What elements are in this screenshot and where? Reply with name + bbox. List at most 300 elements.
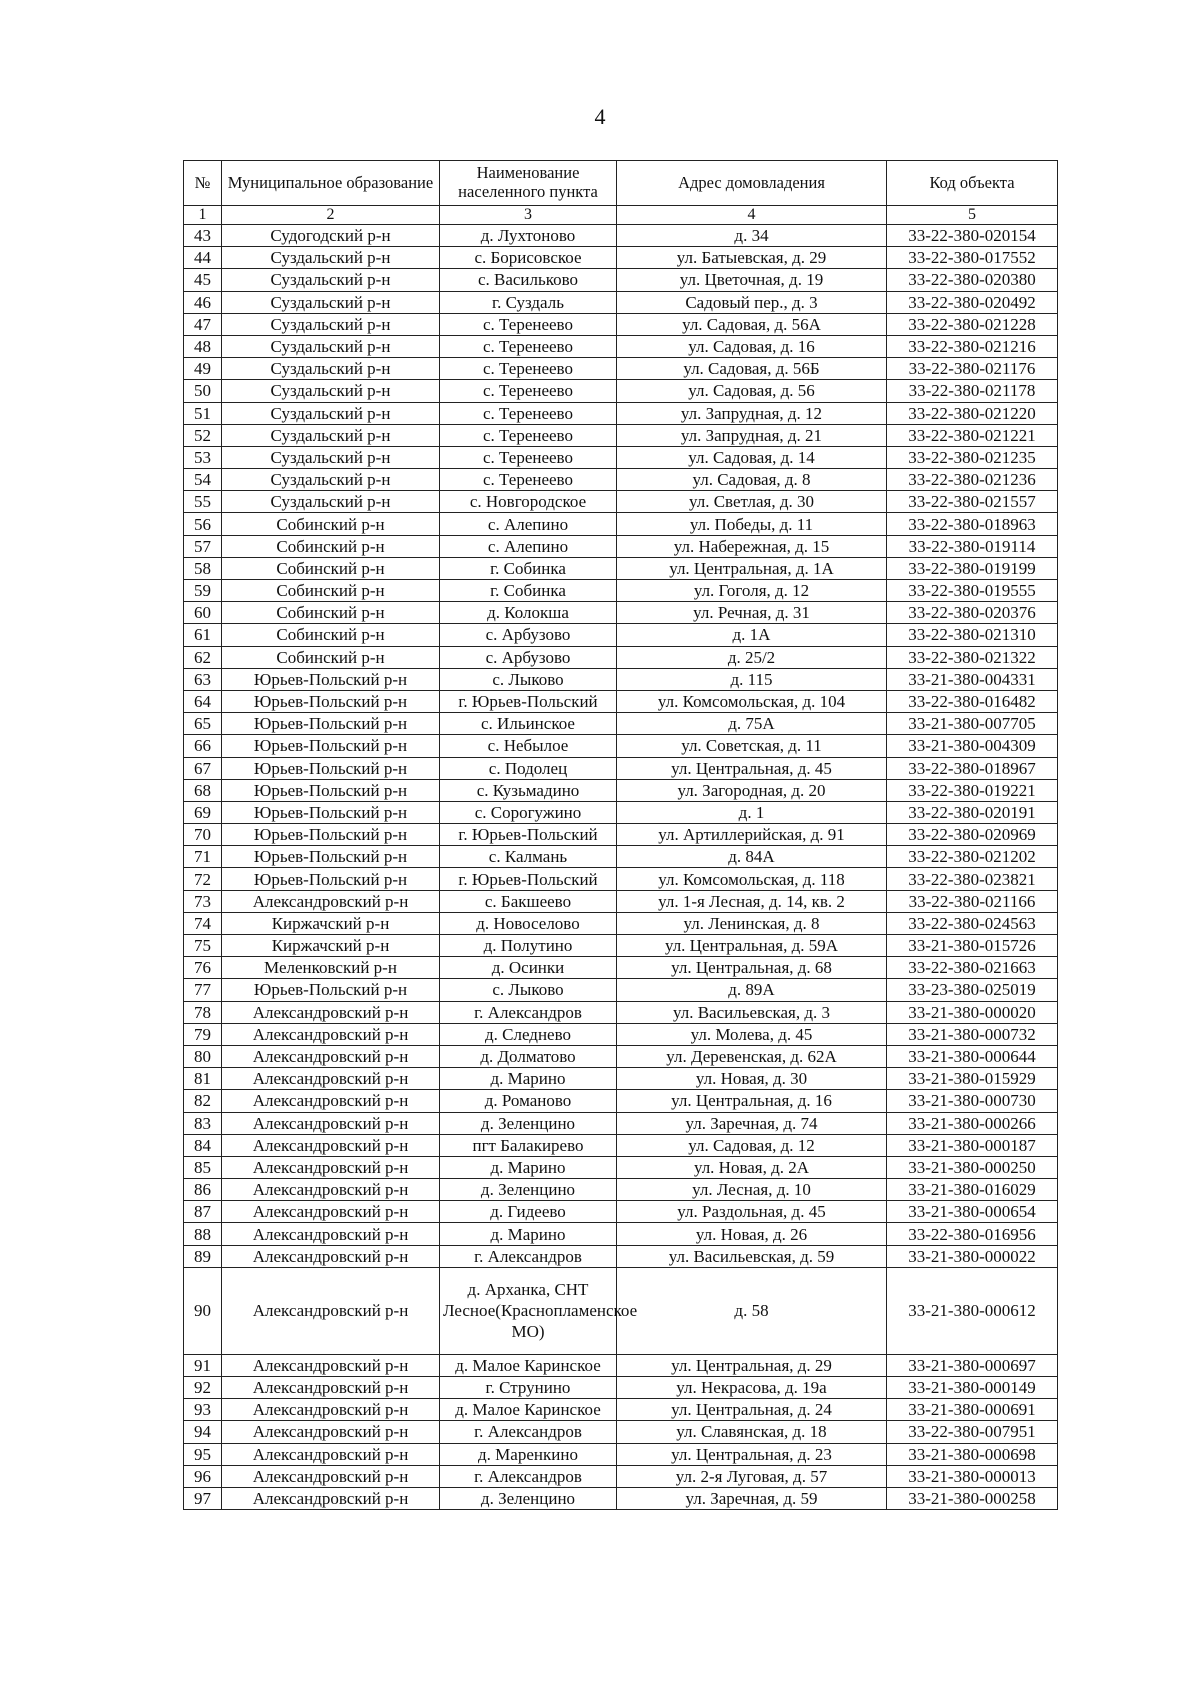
address-cell: ул. Центральная, д. 23: [617, 1443, 887, 1465]
municipality-cell: Собинский р-н: [222, 535, 440, 557]
row-number: 59: [184, 580, 222, 602]
municipality-cell: Александровский р-н: [222, 1421, 440, 1443]
object-code-cell: 33-21-380-000020: [887, 1001, 1058, 1023]
table-row: [184, 1399, 1058, 1421]
row-number: 63: [184, 668, 222, 690]
table-row: [184, 1068, 1058, 1090]
address-cell: ул. 1-я Лесная, д. 14, кв. 2: [617, 890, 887, 912]
table-row: [184, 1465, 1058, 1487]
object-code-cell: 33-21-380-000612: [887, 1267, 1058, 1354]
row-number: 69: [184, 801, 222, 823]
row-number: 45: [184, 269, 222, 291]
object-code-cell: 33-21-380-015929: [887, 1068, 1058, 1090]
object-code-cell: 33-21-380-000698: [887, 1443, 1058, 1465]
object-code-cell: 33-22-380-018967: [887, 757, 1058, 779]
object-code-cell: 33-21-380-000691: [887, 1399, 1058, 1421]
address-cell: ул. Набережная, д. 15: [617, 535, 887, 557]
row-number: 80: [184, 1045, 222, 1067]
row-number: 52: [184, 424, 222, 446]
table-row: [184, 1354, 1058, 1376]
row-number: 83: [184, 1112, 222, 1134]
settlement-cell: с. Борисовское: [440, 247, 617, 269]
municipality-cell: Суздальский р-н: [222, 402, 440, 424]
object-code-cell: 33-22-380-020154: [887, 225, 1058, 247]
object-code-cell: 33-22-380-021236: [887, 469, 1058, 491]
address-cell: ул. Новая, д. 2А: [617, 1156, 887, 1178]
municipality-cell: Александровский р-н: [222, 1377, 440, 1399]
row-number: 87: [184, 1201, 222, 1223]
object-code-cell: 33-21-380-016029: [887, 1179, 1058, 1201]
object-code-cell: 33-22-380-021216: [887, 335, 1058, 357]
object-code-cell: 33-22-380-021176: [887, 358, 1058, 380]
row-number: 77: [184, 979, 222, 1001]
municipality-cell: Суздальский р-н: [222, 358, 440, 380]
header-num: №: [184, 161, 222, 206]
municipality-cell: Киржачский р-н: [222, 935, 440, 957]
page-number: 4: [594, 104, 606, 129]
header-municipality: Муниципальное образование: [222, 161, 440, 206]
table-row: [184, 1045, 1058, 1067]
address-cell: ул. Центральная, д. 68: [617, 957, 887, 979]
table-row: [184, 1421, 1058, 1443]
address-cell: ул. Некрасова, д. 19а: [617, 1377, 887, 1399]
table-row: [184, 846, 1058, 868]
address-cell: ул. Центральная, д. 16: [617, 1090, 887, 1112]
municipality-cell: Киржачский р-н: [222, 912, 440, 934]
address-cell: ул. Садовая, д. 14: [617, 446, 887, 468]
address-cell: ул. Комсомольская, д. 104: [617, 690, 887, 712]
settlement-cell: с. Кузьмадино: [440, 779, 617, 801]
object-code-cell: 33-23-380-025019: [887, 979, 1058, 1001]
row-number: 70: [184, 824, 222, 846]
table-row: [184, 779, 1058, 801]
municipality-cell: Александровский р-н: [222, 1267, 440, 1354]
address-cell: ул. Васильевская, д. 59: [617, 1245, 887, 1267]
object-code-cell: 33-22-380-020191: [887, 801, 1058, 823]
table-row: [184, 757, 1058, 779]
address-cell: д. 25/2: [617, 646, 887, 668]
settlement-cell: д. Малое Каринское: [440, 1399, 617, 1421]
address-cell: ул. Заречная, д. 59: [617, 1487, 887, 1509]
row-number: 53: [184, 446, 222, 468]
address-cell: ул. Садовая, д. 16: [617, 335, 887, 357]
municipality-cell: Собинский р-н: [222, 624, 440, 646]
municipality-cell: Александровский р-н: [222, 1090, 440, 1112]
table-row: [184, 1487, 1058, 1509]
row-number: 71: [184, 846, 222, 868]
settlement-cell: д. Полутино: [440, 935, 617, 957]
object-code-cell: 33-22-380-016956: [887, 1223, 1058, 1245]
settlement-cell: д. Марино: [440, 1068, 617, 1090]
object-code-cell: 33-21-380-000697: [887, 1354, 1058, 1376]
settlement-cell: г. Юрьев-Польский: [440, 824, 617, 846]
municipality-cell: Александровский р-н: [222, 1045, 440, 1067]
municipality-cell: Юрьев-Польский р-н: [222, 668, 440, 690]
table-row: [184, 1267, 1058, 1354]
object-code-cell: 33-21-380-000149: [887, 1377, 1058, 1399]
settlement-cell: д. Зеленцино: [440, 1179, 617, 1201]
table-row: [184, 1156, 1058, 1178]
row-number: 60: [184, 602, 222, 624]
settlement-cell: с. Теренеево: [440, 358, 617, 380]
settlement-cell: с. Алепино: [440, 513, 617, 535]
table-row: [184, 868, 1058, 890]
table-row: [184, 1112, 1058, 1134]
object-code-cell: 33-22-380-021310: [887, 624, 1058, 646]
municipality-cell: Юрьев-Польский р-н: [222, 757, 440, 779]
municipality-cell: Суздальский р-н: [222, 313, 440, 335]
settlement-cell: с. Васильково: [440, 269, 617, 291]
object-code-cell: 33-22-380-007951: [887, 1421, 1058, 1443]
municipality-cell: Собинский р-н: [222, 580, 440, 602]
row-number: 74: [184, 912, 222, 934]
municipality-cell: Суздальский р-н: [222, 469, 440, 491]
row-number: 68: [184, 779, 222, 801]
header-settlement: Наименование населенного пункта: [440, 161, 617, 206]
address-cell: ул. Лесная, д. 10: [617, 1179, 887, 1201]
municipality-cell: Суздальский р-н: [222, 380, 440, 402]
address-cell: ул. Центральная, д. 29: [617, 1354, 887, 1376]
row-number: 82: [184, 1090, 222, 1112]
municipality-cell: Юрьев-Польский р-н: [222, 868, 440, 890]
object-code-cell: 33-22-380-021557: [887, 491, 1058, 513]
municipality-cell: Суздальский р-н: [222, 291, 440, 313]
row-number: 96: [184, 1465, 222, 1487]
settlement-cell: с. Алепино: [440, 535, 617, 557]
address-cell: Садовый пер., д. 3: [617, 291, 887, 313]
object-code-cell: 33-22-380-016482: [887, 690, 1058, 712]
row-number: 90: [184, 1267, 222, 1354]
address-cell: ул. Советская, д. 11: [617, 735, 887, 757]
address-cell: д. 1: [617, 801, 887, 823]
row-number: 47: [184, 313, 222, 335]
settlement-cell: с. Теренеево: [440, 446, 617, 468]
table-row: [184, 335, 1058, 357]
table-row: [184, 1001, 1058, 1023]
object-code-cell: 33-22-380-020380: [887, 269, 1058, 291]
municipality-cell: Собинский р-н: [222, 513, 440, 535]
row-number: 55: [184, 491, 222, 513]
settlement-cell: д. Долматово: [440, 1045, 617, 1067]
table-row: [184, 557, 1058, 579]
table-row: [184, 890, 1058, 912]
settlement-cell: с. Бакшеево: [440, 890, 617, 912]
address-cell: ул. Запрудная, д. 21: [617, 424, 887, 446]
row-number: 46: [184, 291, 222, 313]
table-row: [184, 513, 1058, 535]
table-row: [184, 912, 1058, 934]
address-cell: ул. Васильевская, д. 3: [617, 1001, 887, 1023]
settlement-cell: д. Маренкино: [440, 1443, 617, 1465]
municipality-cell: Александровский р-н: [222, 1201, 440, 1223]
column-index: 2: [222, 206, 440, 225]
address-cell: ул. Садовая, д. 56А: [617, 313, 887, 335]
row-number: 95: [184, 1443, 222, 1465]
table-row: [184, 580, 1058, 602]
table-row: [184, 491, 1058, 513]
settlement-cell: с. Арбузово: [440, 624, 617, 646]
table-row: [184, 446, 1058, 468]
municipality-cell: Собинский р-н: [222, 602, 440, 624]
object-code-cell: 33-21-380-000187: [887, 1134, 1058, 1156]
settlement-cell: г. Александров: [440, 1465, 617, 1487]
settlement-cell: с. Лыково: [440, 668, 617, 690]
municipality-cell: Юрьев-Польский р-н: [222, 735, 440, 757]
settlement-cell: д. Колокша: [440, 602, 617, 624]
municipality-cell: Юрьев-Польский р-н: [222, 846, 440, 868]
row-number: 61: [184, 624, 222, 646]
table-row: [184, 535, 1058, 557]
address-cell: д. 89А: [617, 979, 887, 1001]
object-code-cell: 33-22-380-020376: [887, 602, 1058, 624]
row-number: 67: [184, 757, 222, 779]
table-row: [184, 668, 1058, 690]
row-number: 43: [184, 225, 222, 247]
municipality-cell: Александровский р-н: [222, 1001, 440, 1023]
object-code-cell: 33-22-380-021228: [887, 313, 1058, 335]
row-number: 92: [184, 1377, 222, 1399]
row-number: 81: [184, 1068, 222, 1090]
object-code-cell: 33-21-380-000258: [887, 1487, 1058, 1509]
object-code-cell: 33-22-380-021202: [887, 846, 1058, 868]
settlement-cell: г. Александров: [440, 1245, 617, 1267]
table-row: [184, 469, 1058, 491]
municipality-cell: Собинский р-н: [222, 557, 440, 579]
address-cell: д. 115: [617, 668, 887, 690]
row-number: 57: [184, 535, 222, 557]
settlement-cell: с. Теренеево: [440, 424, 617, 446]
object-code-cell: 33-22-380-021221: [887, 424, 1058, 446]
row-number: 44: [184, 247, 222, 269]
address-cell: ул. Деревенская, д. 62А: [617, 1045, 887, 1067]
column-index: 5: [887, 206, 1058, 225]
address-cell: д. 75А: [617, 713, 887, 735]
municipality-cell: Суздальский р-н: [222, 335, 440, 357]
object-code-cell: 33-22-380-024563: [887, 912, 1058, 934]
object-code-cell: 33-21-380-000013: [887, 1465, 1058, 1487]
registry-table: [183, 160, 1058, 1510]
settlement-cell: с. Сорогужино: [440, 801, 617, 823]
object-code-cell: 33-22-380-019114: [887, 535, 1058, 557]
settlement-cell: г. Суздаль: [440, 291, 617, 313]
settlement-cell: д. Зеленцино: [440, 1112, 617, 1134]
settlement-cell: с. Теренеево: [440, 469, 617, 491]
settlement-cell: д. Гидеево: [440, 1201, 617, 1223]
table-body: [184, 225, 1058, 1510]
municipality-cell: Юрьев-Польский р-н: [222, 801, 440, 823]
object-code-cell: 33-21-380-007705: [887, 713, 1058, 735]
settlement-cell: с. Ильинское: [440, 713, 617, 735]
address-cell: ул. Светлая, д. 30: [617, 491, 887, 513]
table-row: [184, 225, 1058, 247]
row-number: 89: [184, 1245, 222, 1267]
row-number: 94: [184, 1421, 222, 1443]
settlement-cell: с. Теренеево: [440, 313, 617, 335]
settlement-cell: д. Марино: [440, 1156, 617, 1178]
address-cell: ул. 2-я Луговая, д. 57: [617, 1465, 887, 1487]
settlement-cell: д. Осинки: [440, 957, 617, 979]
municipality-cell: Александровский р-н: [222, 1068, 440, 1090]
object-code-cell: 33-22-380-023821: [887, 868, 1058, 890]
header-row: [184, 161, 1058, 206]
table-row: [184, 624, 1058, 646]
municipality-cell: Александровский р-н: [222, 1245, 440, 1267]
settlement-cell: с. Новгородское: [440, 491, 617, 513]
row-number: 72: [184, 868, 222, 890]
row-number: 91: [184, 1354, 222, 1376]
address-cell: ул. Батыевская, д. 29: [617, 247, 887, 269]
municipality-cell: Юрьев-Польский р-н: [222, 690, 440, 712]
address-cell: д. 58: [617, 1267, 887, 1354]
row-number: 48: [184, 335, 222, 357]
settlement-cell: д. Следнево: [440, 1023, 617, 1045]
address-cell: ул. Новая, д. 26: [617, 1223, 887, 1245]
settlement-cell: г. Собинка: [440, 557, 617, 579]
table-row: [184, 1023, 1058, 1045]
object-code-cell: 33-22-380-020492: [887, 291, 1058, 313]
object-code-cell: 33-22-380-021220: [887, 402, 1058, 424]
settlement-cell: г. Юрьев-Польский: [440, 690, 617, 712]
table-row: [184, 824, 1058, 846]
object-code-cell: 33-22-380-018963: [887, 513, 1058, 535]
object-code-cell: 33-21-380-000644: [887, 1045, 1058, 1067]
row-number: 93: [184, 1399, 222, 1421]
object-code-cell: 33-21-380-000654: [887, 1201, 1058, 1223]
municipality-cell: Александровский р-н: [222, 1465, 440, 1487]
municipality-cell: Александровский р-н: [222, 1179, 440, 1201]
address-cell: ул. Артиллерийская, д. 91: [617, 824, 887, 846]
address-cell: ул. Центральная, д. 24: [617, 1399, 887, 1421]
settlement-cell: д. Малое Каринское: [440, 1354, 617, 1376]
municipality-cell: Александровский р-н: [222, 1112, 440, 1134]
table-row: [184, 957, 1058, 979]
object-code-cell: 33-22-380-017552: [887, 247, 1058, 269]
municipality-cell: Александровский р-н: [222, 1134, 440, 1156]
address-cell: ул. Загородная, д. 20: [617, 779, 887, 801]
address-cell: ул. Центральная, д. 45: [617, 757, 887, 779]
address-cell: ул. Садовая, д. 12: [617, 1134, 887, 1156]
municipality-cell: Меленковский р-н: [222, 957, 440, 979]
address-cell: ул. Заречная, д. 74: [617, 1112, 887, 1134]
table-row: [184, 801, 1058, 823]
column-index: 4: [617, 206, 887, 225]
address-cell: ул. Центральная, д. 59А: [617, 935, 887, 957]
row-number: 76: [184, 957, 222, 979]
address-cell: ул. Молева, д. 45: [617, 1023, 887, 1045]
table-row: [184, 1090, 1058, 1112]
row-number: 85: [184, 1156, 222, 1178]
address-cell: ул. Центральная, д. 1А: [617, 557, 887, 579]
municipality-cell: Судогодский р-н: [222, 225, 440, 247]
settlement-cell: с. Арбузово: [440, 646, 617, 668]
address-cell: ул. Новая, д. 30: [617, 1068, 887, 1090]
address-cell: ул. Ленинская, д. 8: [617, 912, 887, 934]
object-code-cell: 33-22-380-021322: [887, 646, 1058, 668]
settlement-cell: г. Струнино: [440, 1377, 617, 1399]
address-cell: д. 1А: [617, 624, 887, 646]
object-code-cell: 33-22-380-019555: [887, 580, 1058, 602]
table-row: [184, 380, 1058, 402]
object-code-cell: 33-22-380-021663: [887, 957, 1058, 979]
address-cell: ул. Цветочная, д. 19: [617, 269, 887, 291]
address-cell: ул. Гоголя, д. 12: [617, 580, 887, 602]
row-number: 73: [184, 890, 222, 912]
municipality-cell: Александровский р-н: [222, 1443, 440, 1465]
settlement-cell: пгт Балакирево: [440, 1134, 617, 1156]
table-row: [184, 1134, 1058, 1156]
column-index-row: [184, 206, 1058, 225]
table-row: [184, 735, 1058, 757]
municipality-cell: Суздальский р-н: [222, 269, 440, 291]
object-code-cell: 33-22-380-019221: [887, 779, 1058, 801]
municipality-cell: Суздальский р-н: [222, 424, 440, 446]
row-number: 51: [184, 402, 222, 424]
row-number: 97: [184, 1487, 222, 1509]
row-number: 54: [184, 469, 222, 491]
row-number: 79: [184, 1023, 222, 1045]
municipality-cell: Александровский р-н: [222, 1156, 440, 1178]
table-row: [184, 979, 1058, 1001]
municipality-cell: Александровский р-н: [222, 1399, 440, 1421]
column-index: 1: [184, 206, 222, 225]
municipality-cell: Александровский р-н: [222, 1023, 440, 1045]
object-code-cell: 33-21-380-000732: [887, 1023, 1058, 1045]
municipality-cell: Юрьев-Польский р-н: [222, 824, 440, 846]
object-code-cell: 33-21-380-000266: [887, 1112, 1058, 1134]
object-code-cell: 33-22-380-021235: [887, 446, 1058, 468]
address-cell: ул. Садовая, д. 56: [617, 380, 887, 402]
table-row: [184, 247, 1058, 269]
row-number: 58: [184, 557, 222, 579]
settlement-cell: с. Теренеево: [440, 380, 617, 402]
address-cell: ул. Садовая, д. 8: [617, 469, 887, 491]
municipality-cell: Суздальский р-н: [222, 446, 440, 468]
settlement-cell: с. Теренеево: [440, 402, 617, 424]
settlement-cell: с. Лыково: [440, 979, 617, 1001]
municipality-cell: Юрьев-Польский р-н: [222, 713, 440, 735]
row-number: 66: [184, 735, 222, 757]
municipality-cell: Александровский р-н: [222, 1487, 440, 1509]
address-cell: ул. Победы, д. 11: [617, 513, 887, 535]
municipality-cell: Александровский р-н: [222, 890, 440, 912]
column-index: 3: [440, 206, 617, 225]
address-cell: ул. Запрудная, д. 12: [617, 402, 887, 424]
row-number: 62: [184, 646, 222, 668]
object-code-cell: 33-22-380-020969: [887, 824, 1058, 846]
table-row: [184, 402, 1058, 424]
address-cell: ул. Раздольная, д. 45: [617, 1201, 887, 1223]
row-number: 65: [184, 713, 222, 735]
object-code-cell: 33-22-380-021178: [887, 380, 1058, 402]
settlement-cell: г. Собинка: [440, 580, 617, 602]
row-number: 84: [184, 1134, 222, 1156]
municipality-cell: Юрьев-Польский р-н: [222, 979, 440, 1001]
municipality-cell: Юрьев-Польский р-н: [222, 779, 440, 801]
object-code-cell: 33-21-380-000022: [887, 1245, 1058, 1267]
row-number: 88: [184, 1223, 222, 1245]
municipality-cell: Суздальский р-н: [222, 491, 440, 513]
settlement-cell: д. Арханка, СНТ Лесное(Краснопламенское МО): [440, 1267, 617, 1354]
object-code-cell: 33-21-380-000250: [887, 1156, 1058, 1178]
settlement-cell: д. Новоселово: [440, 912, 617, 934]
municipality-cell: Александровский р-н: [222, 1223, 440, 1245]
object-code-cell: 33-21-380-004309: [887, 735, 1058, 757]
address-cell: ул. Речная, д. 31: [617, 602, 887, 624]
table-row: [184, 424, 1058, 446]
object-code-cell: 33-21-380-015726: [887, 935, 1058, 957]
settlement-cell: г. Александров: [440, 1421, 617, 1443]
settlement-cell: с. Теренеево: [440, 335, 617, 357]
